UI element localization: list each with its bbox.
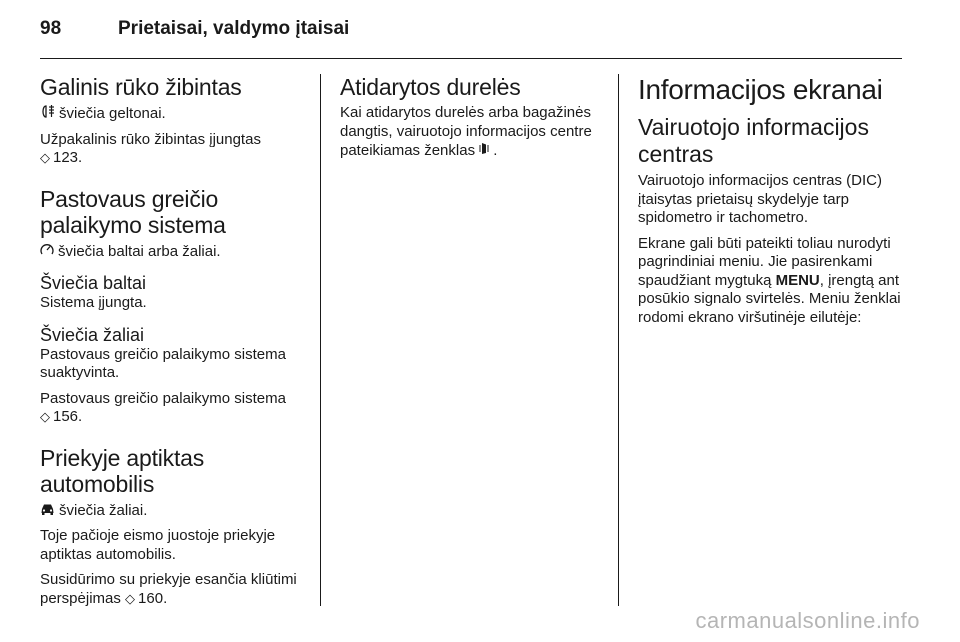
- fog-lamp-icon: [40, 104, 55, 123]
- subsection-text-green: Pastovaus greičio palaikymo sistema suaktyvinta.: [40, 345, 286, 381]
- cruise-control-icon: [40, 242, 54, 261]
- vehicle-description: Toje pačioje eismo juostoje priekyje aptiktas automobilis.: [40, 527, 276, 563]
- section-title-vehicle-ahead: Priekyje aptiktas automobilis: [40, 444, 205, 497]
- section-title-fog: Galinis rūko žibintas: [40, 74, 242, 100]
- subsection-title-green: Šviečia žaliai: [40, 324, 145, 345]
- fog-status: [40, 104, 308, 124]
- subsection-title-white: Šviečia baltai: [40, 273, 147, 293]
- page-ref-arrow-icon: ◇: [40, 409, 50, 424]
- dic-description: Vairuotojo informacijos centras (DIC) įtaisytas prietaisų skydelyje tarp spidometro ir tachometro.: [638, 172, 882, 226]
- fog-description: [40, 131, 308, 168]
- fog-page-ref[interactable]: 123.: [53, 149, 83, 166]
- fog-status-text: šviečia geltonai.: [59, 105, 166, 122]
- column-left: [40, 74, 308, 615]
- cruise-status-text: šviečia baltai arba žaliai.: [58, 242, 221, 260]
- door-open-text: Kai atidarytos durelės arba bagažinės dangtis, vairuotojo informacijos centre pateikiamas ženklas: [340, 104, 592, 159]
- cruise-page-ref[interactable]: 156.: [53, 408, 83, 425]
- subsection-text-white: Sistema įjungta.: [40, 294, 147, 311]
- column-right: [638, 74, 910, 334]
- vehicle-status: [40, 501, 308, 521]
- menu-button-label: MENU: [775, 271, 820, 289]
- vehicle-ahead-icon: [40, 501, 55, 520]
- page-ref-arrow-icon: ◇: [40, 150, 50, 165]
- section-title-info-displays: Informacijos ekranai: [638, 74, 883, 105]
- page-header: [40, 18, 349, 52]
- subsection-title-dic: Vairuotojo informacijos centras: [638, 114, 869, 167]
- vehicle-page-ref[interactable]: 160.: [138, 589, 168, 607]
- page-ref-arrow-icon: ◇: [125, 590, 136, 606]
- section-title-door-open: Atidarytos durelės: [340, 74, 521, 100]
- cruise-reference-text: Pastovaus greičio palaikymo sistema: [40, 389, 286, 407]
- vehicle-status-text: šviečia žaliai.: [59, 501, 148, 519]
- header-rule: [40, 58, 902, 59]
- fog-description-text: Užpakalinis rūko žibintas įjungtas: [40, 130, 261, 148]
- page-number: 98: [40, 18, 62, 39]
- dic-menu-description: Ekrane gali būti pateikti toliau nurodyti pagrindiniai meniu. Jie pasirenkami spaudžiant mygtuką MENU, įrengtą ant posūkio signalo svirtelės. Meniu ženklai rodomi ekrano viršutinėje eilutėje:: [638, 234, 901, 326]
- column-middle: [340, 74, 608, 168]
- column-divider-2: [618, 74, 619, 606]
- vehicle-reference: [40, 571, 308, 608]
- watermark: carmanualsonline.info: [695, 608, 920, 633]
- door-open-description: Kai atidarytos durelės arba bagažinės dangtis, vairuotojo informacijos centre pateikiamas ženklas .: [340, 104, 592, 159]
- chapter-title: Prietaisai, valdymo įtaisai: [118, 18, 350, 39]
- column-divider-1: [320, 74, 321, 606]
- vehicle-reference-text: Susidūrimo su priekyje esančia kliūtimi perspėjimas: [40, 571, 297, 607]
- cruise-status: [40, 242, 308, 262]
- cruise-reference: [40, 390, 308, 427]
- section-title-cruise: Pastovaus greičio palaikymo sistema: [40, 185, 226, 238]
- door-open-icon: [479, 141, 489, 160]
